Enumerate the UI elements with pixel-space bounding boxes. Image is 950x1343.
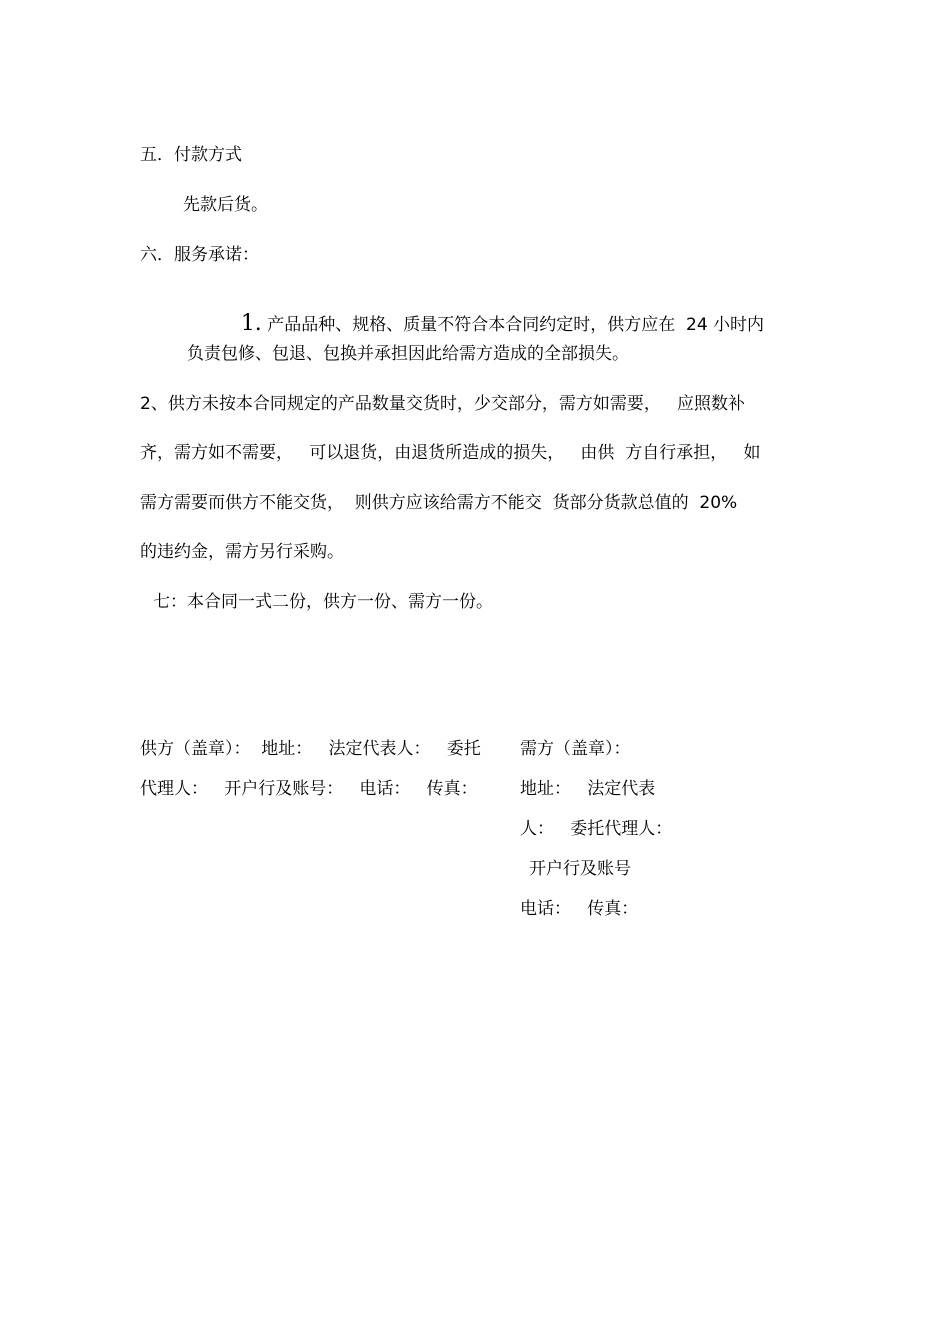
supplier-signature-line-1: 供方（盖章）： 地址： 法定代表人： 委托 bbox=[140, 739, 481, 759]
demander-signature-line-5: 电话： 传真： bbox=[520, 899, 639, 919]
section-6-heading: 六．服务承诺： bbox=[140, 245, 259, 265]
supplier-signature-line-2: 代理人： 开户行及账号： 电话： 传真： bbox=[140, 779, 478, 799]
demander-signature-line-2: 地址： 法定代表 bbox=[520, 779, 656, 799]
item-2-line-1: 2、供方未按本合同规定的产品数量交货时，少交部分，需方如需要， 应照数补 bbox=[140, 394, 746, 414]
demander-signature-line-1: 需方（盖章）： bbox=[520, 739, 631, 759]
section-5-body: 先款后货。 bbox=[183, 195, 268, 215]
item-1-line-1-text: 产品品种、规格、质量不符合本合同约定时，供方应在 24 小时内 bbox=[261, 315, 765, 335]
demander-signature-line-4: 开户行及账号 bbox=[529, 859, 631, 879]
item-1-line-1 bbox=[230, 294, 764, 335]
demander-signature-line-3: 人： 委托代理人： bbox=[520, 819, 673, 839]
section-5-heading: 五．付款方式 bbox=[140, 145, 242, 165]
item-2-line-4: 的违约金，需方另行采购。 bbox=[140, 542, 344, 562]
item-2-line-3: 需方需要而供方不能交货， 则供方应该给需方不能交 货部分货款总值的 20% bbox=[140, 493, 738, 513]
item-2-line-2: 齐，需方如不需要， 可以退货，由退货所造成的损失， 由供 方自行承担， 如 bbox=[140, 443, 761, 463]
item-1-number: 1. bbox=[240, 311, 262, 336]
section-7-text: 七：本合同一式二份，供方一份、需方一份。 bbox=[153, 592, 493, 612]
item-1-line-2: 负责包修、包退、包换并承担因此给需方造成的全部损失。 bbox=[187, 344, 629, 364]
